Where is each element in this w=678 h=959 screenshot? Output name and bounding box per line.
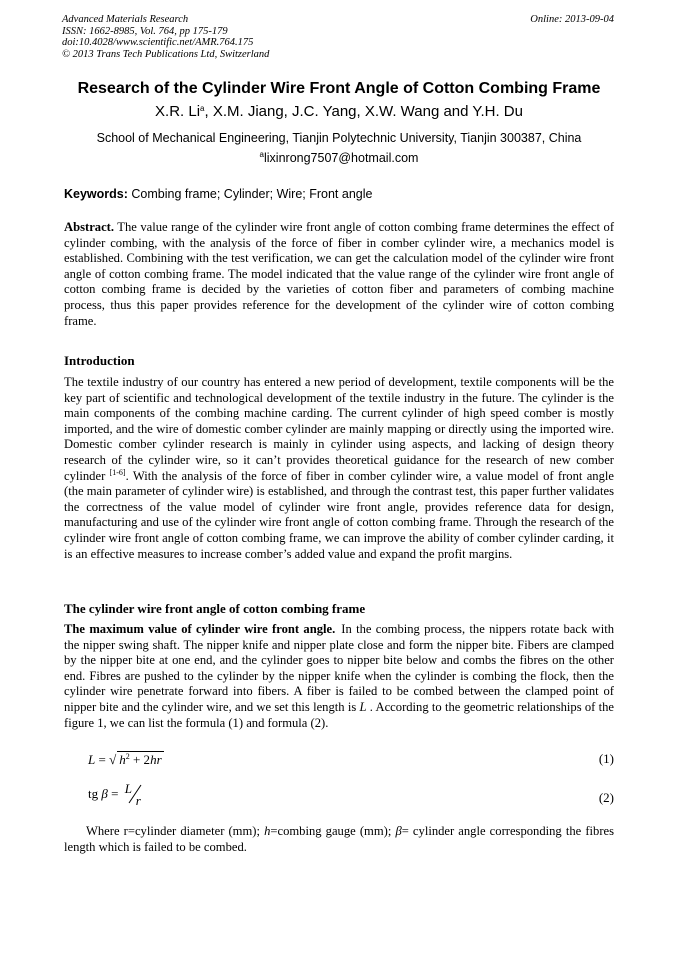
f1-h: h xyxy=(119,752,126,767)
keywords xyxy=(64,187,616,201)
f1-sq: 2 xyxy=(125,752,130,761)
abstract-label: Abstract. xyxy=(64,220,115,234)
abstract-text: The value range of the cylinder wire front angle of cotton combing frame determines the effect of cylinder combing, with the analysis of the force of fiber in comber cylinder wire, a mechanics model is established. Combining with the test verification, we can get the calculation model of the cylinder wire front angle of cotton combing frame. The model indicated that the value range of the cylinder wire front angle of cotton combing frame is decided by the varieties of cotton fiber and parameters of combing machine process, thus this paper provides reference for the development of the cylinder wire of cotton combing frame. xyxy=(64,220,615,328)
formula-2 xyxy=(88,783,148,807)
email-sup: a xyxy=(259,150,264,159)
journal-name: Advanced Materials Research xyxy=(62,14,189,25)
where-text xyxy=(64,824,614,855)
author-rest: , X.M. Jiang, J.C. Yang, X.W. Wang and Y.H. Du xyxy=(204,103,523,120)
f1-plus: + 2 xyxy=(129,752,151,767)
intro-text-b: . With the analysis of the force of fiber in comber cylinder wire, a value model of front angle (the main parameter of cylinder wire) is established, and through the contrast test, this paper further validates the correctness of the value model of cylinder wire front angle, provides reference data for design, manufacturing and use of the cylinder wire front angle of cotton combing frame. Through the research of the cylinder wire front angle of cotton combing frame, we can improve the ability of comber cylinder carding, it is an effective measures to increase comber’s added value and expand the profit margins. xyxy=(64,468,614,561)
where-h: h xyxy=(264,824,271,838)
section-text-b: . According to the geometric relationships of the figure 1, we can list the formula (1) and formula (2). xyxy=(64,699,614,730)
paper-title: Research of the Cylinder Wire Front Angle of Cotton Combing Frame xyxy=(77,80,601,97)
f1-radicand xyxy=(117,751,163,768)
f2-eq: = xyxy=(107,785,122,801)
copyright: © 2013 Trans Tech Publications Ltd, Switzerland xyxy=(62,48,270,60)
formula-1-number: (1) xyxy=(598,751,614,766)
authors xyxy=(0,103,678,120)
email-address[interactable]: lixinrong7507@hotmail.com xyxy=(264,151,419,165)
formula-1 xyxy=(88,751,164,768)
f2-beta: β xyxy=(98,785,108,801)
f1-hr: hr xyxy=(150,752,162,767)
formula-2-number: (2) xyxy=(598,790,614,805)
f2-den: r xyxy=(135,793,141,808)
fraction-slash-icon xyxy=(124,784,146,804)
where-c: = cylinder angle corresponding the fibres length which is failed to be combed. xyxy=(64,824,615,854)
section-heading: The cylinder wire front angle of cotton combing frame xyxy=(64,601,366,616)
author-first-sup: a xyxy=(200,104,205,113)
online-date: Online: 2013-09-04 xyxy=(530,14,614,25)
where-b: =combing gauge (mm); xyxy=(270,824,396,838)
introduction-text xyxy=(64,375,614,562)
keywords-label: Keywords: xyxy=(64,187,128,201)
f2-num: L xyxy=(124,781,132,796)
where-beta: β xyxy=(395,824,402,838)
where-a: Where r=cylinder diameter (mm); xyxy=(86,824,265,838)
f2-tg: tg xyxy=(88,785,99,801)
doi: doi:10.4028/www.scientific.net/AMR.764.175 xyxy=(62,37,254,48)
author-first: X.R. Li xyxy=(155,103,201,120)
section-text xyxy=(64,622,614,731)
f2-fraction xyxy=(122,783,148,807)
affiliation: School of Mechanical Engineering, Tianjin Polytechnic University, Tianjin 300387, China xyxy=(96,131,582,145)
email xyxy=(0,151,678,165)
section-L: L xyxy=(359,699,367,714)
abstract xyxy=(64,220,614,329)
f1-lhs: L xyxy=(88,752,96,767)
section-subheading: The maximum value of cylinder wire front angle. xyxy=(64,622,336,636)
f1-eq: = xyxy=(95,752,110,767)
intro-text-a: The textile industry of our country has entered a new period of development, textile components will be the key part of scientific and technological development of the textile industry in the future. The cylinder is the main components of the combing machine carding. The current cylinder of high speed comber is mostly imported, and the wire of domestic comber cylinder are mainly mapping or directly using the imported wire. Domestic comber cylinder research is mainly in cylinder using aspects, and lacking of design theory research of the cylinder wire, so it can’t provides theoretical guidance for the research of new comber cylinder xyxy=(64,375,614,483)
intro-ref: [1-6] xyxy=(109,467,126,477)
introduction-heading: Introduction xyxy=(64,353,135,368)
keywords-text: Combing frame; Cylinder; Wire; Front angle xyxy=(131,187,373,201)
sqrt-symbol: √ xyxy=(109,752,117,767)
section-text-a: In the combing process, the nippers rotate back with the nipper swing shaft. The nipper knife and nipper plate close and form the nipper bite. Fibers are clamped by the nipper bite at one end, and the cylinder goes to nipper bite below and combs the fibres on the other end. Fibres are pushed to the cylinder by the nipper knife when the cylinder is combing the flock, then the cylinder wire penetrate forward into fibers. A fiber is failed to be combed between the clamped point of nipper bite and the cylinder wire, and we set this length is xyxy=(64,622,614,714)
page-header xyxy=(62,14,616,60)
issn: ISSN: 1662-8985, Vol. 764, pp 175-179 xyxy=(62,25,228,37)
